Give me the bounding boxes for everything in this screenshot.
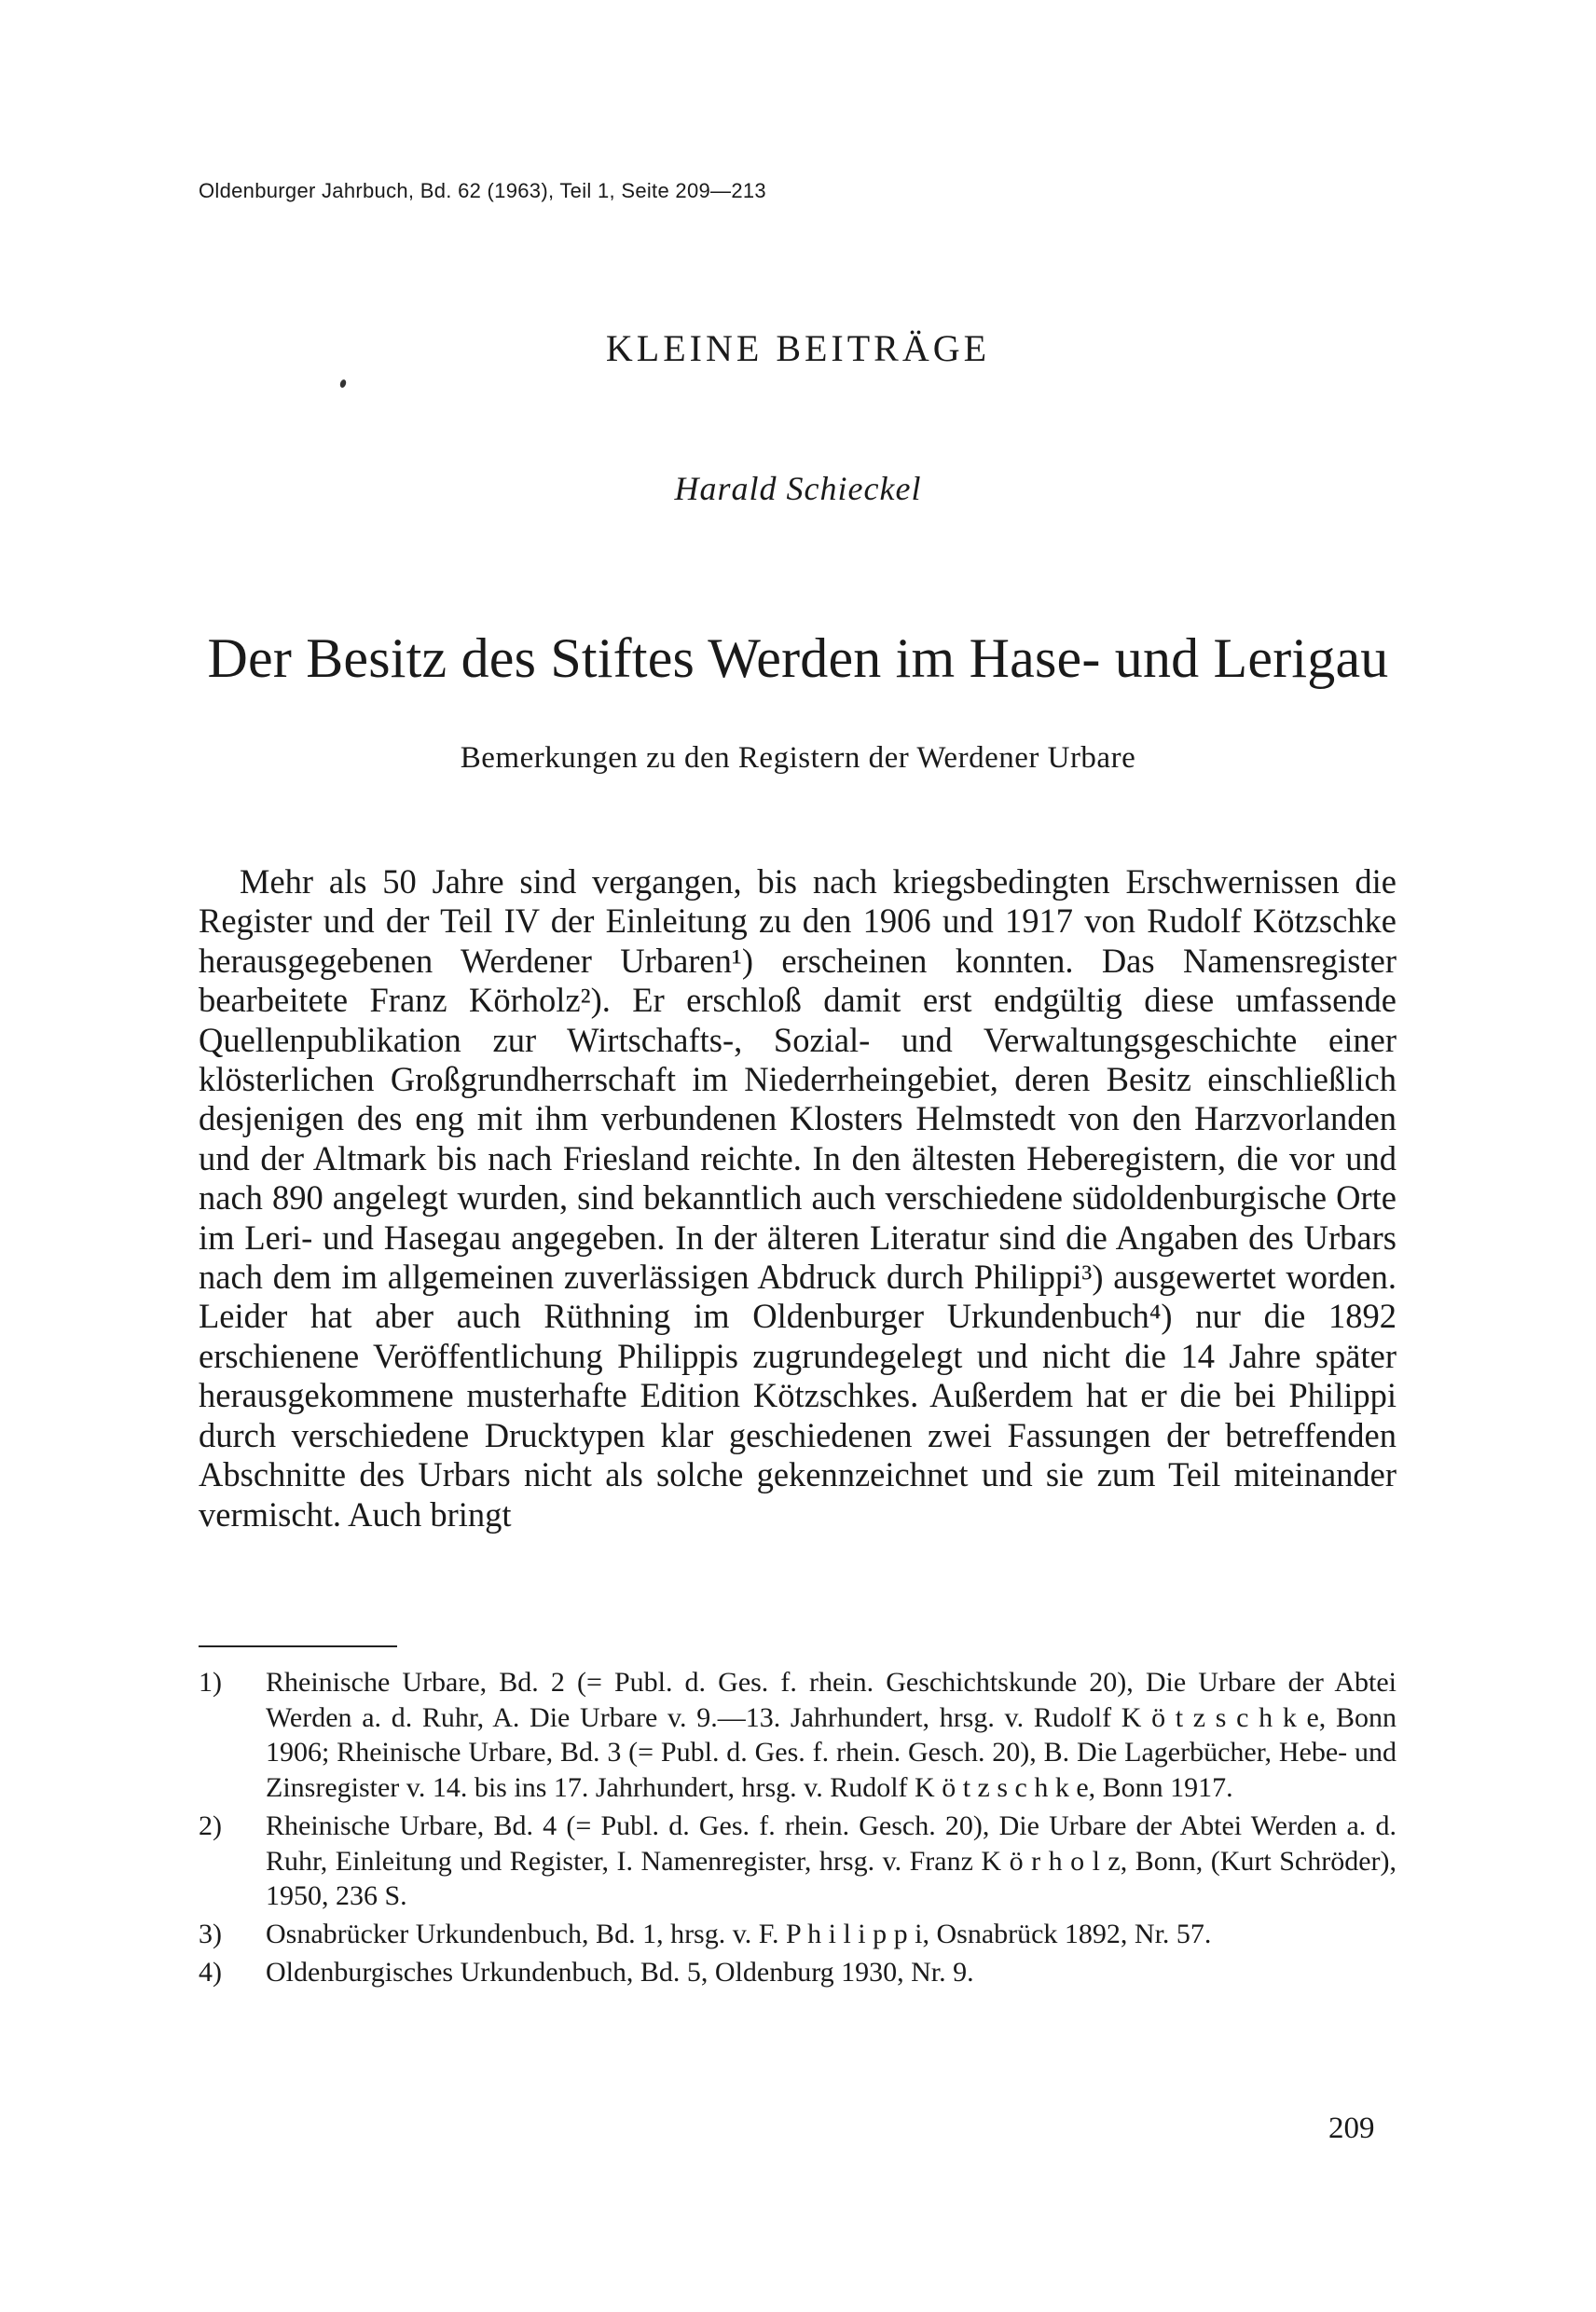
footnote-2 (199, 1809, 1396, 1914)
author-name: Harald Schieckel (674, 470, 922, 507)
footnote-divider (199, 1645, 397, 1647)
footnote-number: 4) (199, 1956, 222, 1988)
body-paragraph-text: Mehr als 50 Jahre sind vergangen, bis nach kriegsbedingten Erschwernissen die Register und der Teil IV der Einleitung zu den 1906 und 1917 von Rudolf Kötzschke herausgegebenen Werdener Urbaren¹) erscheinen konnten. Das Namensregister bearbeitete Franz Körholz²). Er erschloß damit erst endgültig diese umfassende Quellenpublikation zur Wirtschafts-, Sozial- und Verwaltungsgeschichte einer klösterlichen Großgrundherrschaft im Niederrheingebiet, deren Besitz einschließlich desjenigen des eng mit ihm verbundenen Klosters Helmstedt von den Harzvorlanden und der Altmark bis nach Friesland reichte. In den ältesten Heberegistern, die vor und nach 890 angelegt wurden, sind bekanntlich auch verschiedene südoldenburgische Orte im Leri- und Hasegau angegeben. In der älteren Literatur sind die Angaben des Urbars nach dem im allgemeinen zuverlässigen Abdruck durch Philippi³) ausgewertet worden. Leider hat aber auch Rüthning im Oldenburger Urkundenbuch⁴) nur die 1892 erschienene Veröffentlichung Philippis zugrundegelegt und nicht die 14 Jahre später herausgekommene musterhafte Edition Kötzschkes. Außerdem hat er die bei Philippi durch verschiedene Drucktypen klar geschiedenen zwei Fassungen der betreffenden Abschnitte des Urbars nicht als solche gekennzeichnet und sie zum Teil miteinander vermischt. Auch bringt (199, 862, 1396, 1534)
article-title: Der Besitz des Stiftes Werden im Hase- und Lerigau (207, 627, 1389, 689)
body-paragraph (199, 862, 1396, 1534)
footnote-number: 3) (199, 1918, 222, 1949)
footnotes-list (199, 1665, 1396, 1992)
footnote-number: 2) (199, 1810, 222, 1841)
bullet-mark (339, 378, 348, 389)
section-heading: KLEINE BEITRÄGE (605, 327, 991, 369)
footnote-3 (199, 1917, 1396, 1952)
footnote-number: 1) (199, 1667, 222, 1698)
footnote-text: Oldenburgisches Urkundenbuch, Bd. 5, Oldenburg 1930, Nr. 9. (266, 1956, 974, 1988)
running-header: Oldenburger Jahrbuch, Bd. 62 (1963), Teil 1, Seite 209—213 (199, 179, 766, 202)
page-number: 209 (1328, 2112, 1375, 2145)
footnote-text: Osnabrücker Urkundenbuch, Bd. 1, hrsg. v. F. P h i l i p p i, Osnabrück 1892, Nr. 57. (266, 1918, 1212, 1949)
footnote-text: Rheinische Urbare, Bd. 4 (= Publ. d. Ges. f. rhein. Gesch. 20), Die Urbare der Abtei Werden a. d. Ruhr, Einleitung und Register, I. Namenregister, hrsg. v. Franz K ö r h o l z, Bonn, (Kurt Schröder), 1950, 236 S. (266, 1810, 1396, 1912)
footnote-text: Rheinische Urbare, Bd. 2 (= Publ. d. Ges. f. rhein. Geschichtskunde 20), Die Urbare der Abtei Werden a. d. Ruhr, A. Die Urbare v. 9.—13. Jahrhundert, hrsg. v. Rudolf K ö t z s c h k e, Bonn 1906; Rheinische Urbare, Bd. 3 (= Publ. d. Ges. f. rhein. Gesch. 20), B. Die Lagerbücher, Hebe- und Zinsregister v. 14. bis ins 17. Jahrhundert, hrsg. v. Rudolf K ö t z s c h k e, Bonn 1917. (266, 1667, 1396, 1804)
footnote-1 (199, 1665, 1396, 1806)
footnote-4 (199, 1955, 1396, 1990)
article-subtitle: Bemerkungen zu den Registern der Werdener Urbare (460, 741, 1136, 775)
